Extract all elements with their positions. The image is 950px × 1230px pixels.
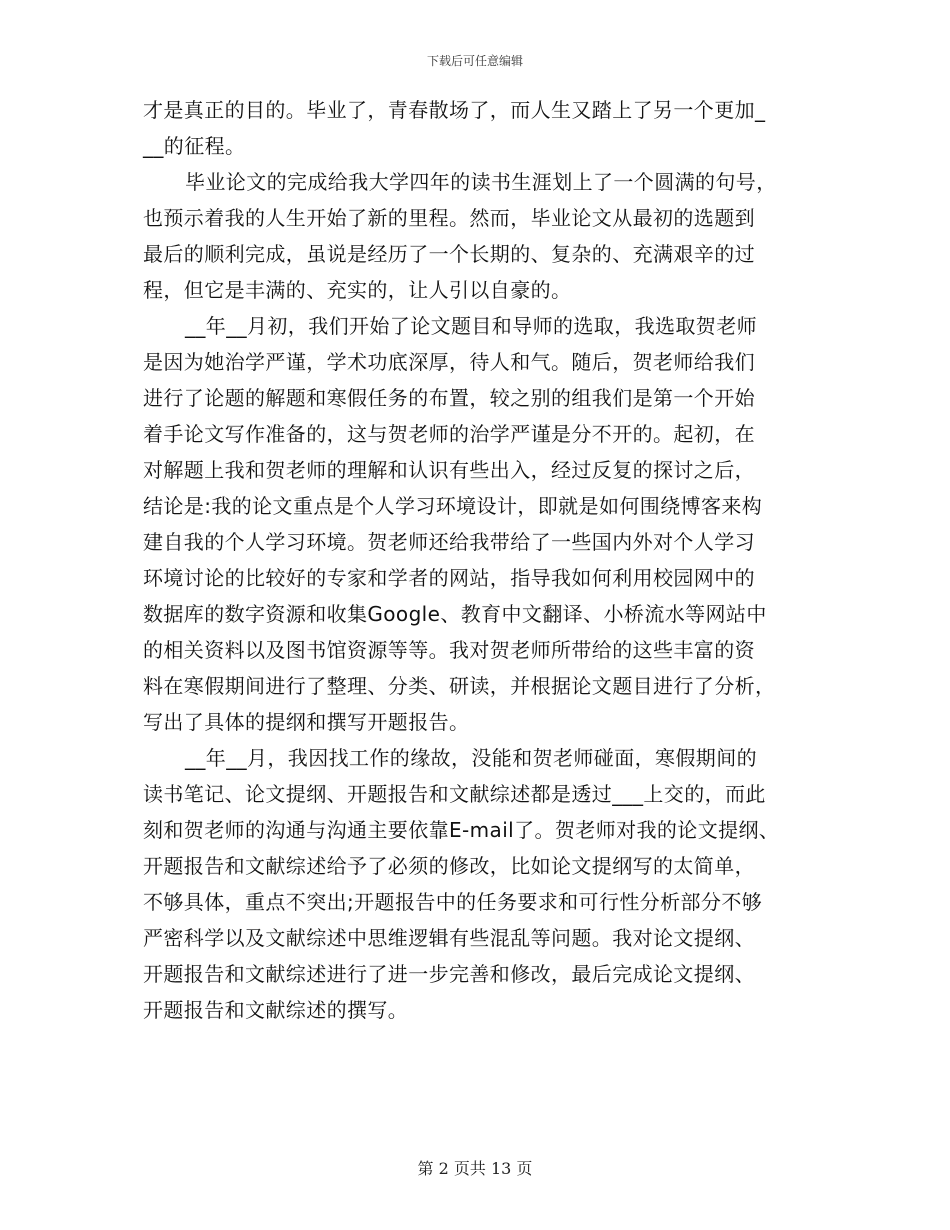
text-line: 建自我的个人学习环境。贺老师还给我带给了一些国内外对个人学习 [143,530,755,554]
text-line: 着手论文写作准备的，这与贺老师的治学严谨是分不开的。起初，在 [143,422,755,446]
text-line: 开题报告和文献综述的撰写。 [143,998,409,1022]
text-line: 才是真正的目的。毕业了，青春散场了，而人生又踏上了另一个更加_ [143,98,766,122]
paragraph-1 [143,92,815,164]
text-line: 不够具体，重点不突出;开题报告中的任务要求和可行性分析部分不够 [143,890,763,914]
text-line: 最后的顺利完成，虽说是经历了一个长期的、复杂的、充满艰辛的过 [143,242,755,266]
text-line: 读书笔记、论文提纲、开题报告和文献综述都是透过___上交的，而此 [143,782,766,806]
paragraph-4 [143,740,815,1028]
text-line: 刻和贺老师的沟通与沟通主要依靠E-mail了。贺老师对我的论文提纲、 [143,818,780,842]
text-line: __年__月，我因找工作的缘故，没能和贺老师碰面，寒假期间的 [185,746,757,770]
text-line: 对解题上我和贺老师的理解和认识有些出入，经过反复的探讨之后， [143,458,755,482]
text-line: 程，但它是丰满的、充实的，让人引以自豪的。 [143,278,572,302]
text-line: 的相关资料以及图书馆资源等等。我对贺老师所带给的这些丰富的资 [143,638,755,662]
text-line: __的征程。 [143,134,246,158]
text-line: 严密科学以及文献综述中思维逻辑有些混乱等问题。我对论文提纲、 [143,926,755,950]
page-number-footer: 第 2 页共 13 页 [417,1159,533,1178]
text-line: 开题报告和文献综述进行了进一步完善和修改，最后完成论文提纲、 [143,962,755,986]
text-line: 数据库的数字资源和收集Google、教育中文翻译、小桥流水等网站中 [143,602,767,626]
page-header: 下载后可任意编辑 [426,54,523,68]
text-line: 结论是:我的论文重点是个人学习环境设计，即就是如何围绕博客来构 [143,494,763,518]
text-line: 也预示着我的人生开始了新的里程。然而，毕业论文从最初的选题到 [143,206,755,230]
text-line: 毕业论文的完成给我大学四年的读书生涯划上了一个圆满的句号， [185,170,777,194]
document-body [143,92,815,1028]
text-line: 料在寒假期间进行了整理、分类、研读，并根据论文题目进行了分析， [143,674,776,698]
text-line: 开题报告和文献综述给予了必须的修改，比如论文提纲写的太简单， [143,854,755,878]
text-line: __年__月初，我们开始了论文题目和导师的选取，我选取贺老师 [185,314,757,338]
text-line: 进行了论题的解题和寒假任务的布置，较之别的组我们是第一个开始 [143,386,755,410]
text-line: 写出了具体的提纲和撰写开题报告。 [143,710,470,734]
paragraph-3 [143,308,815,740]
text-line: 环境讨论的比较好的专家和学者的网站，指导我如何利用校园网中的 [143,566,755,590]
paragraph-2 [143,164,815,308]
text-line: 是因为她治学严谨，学术功底深厚，待人和气。随后，贺老师给我们 [143,350,755,374]
